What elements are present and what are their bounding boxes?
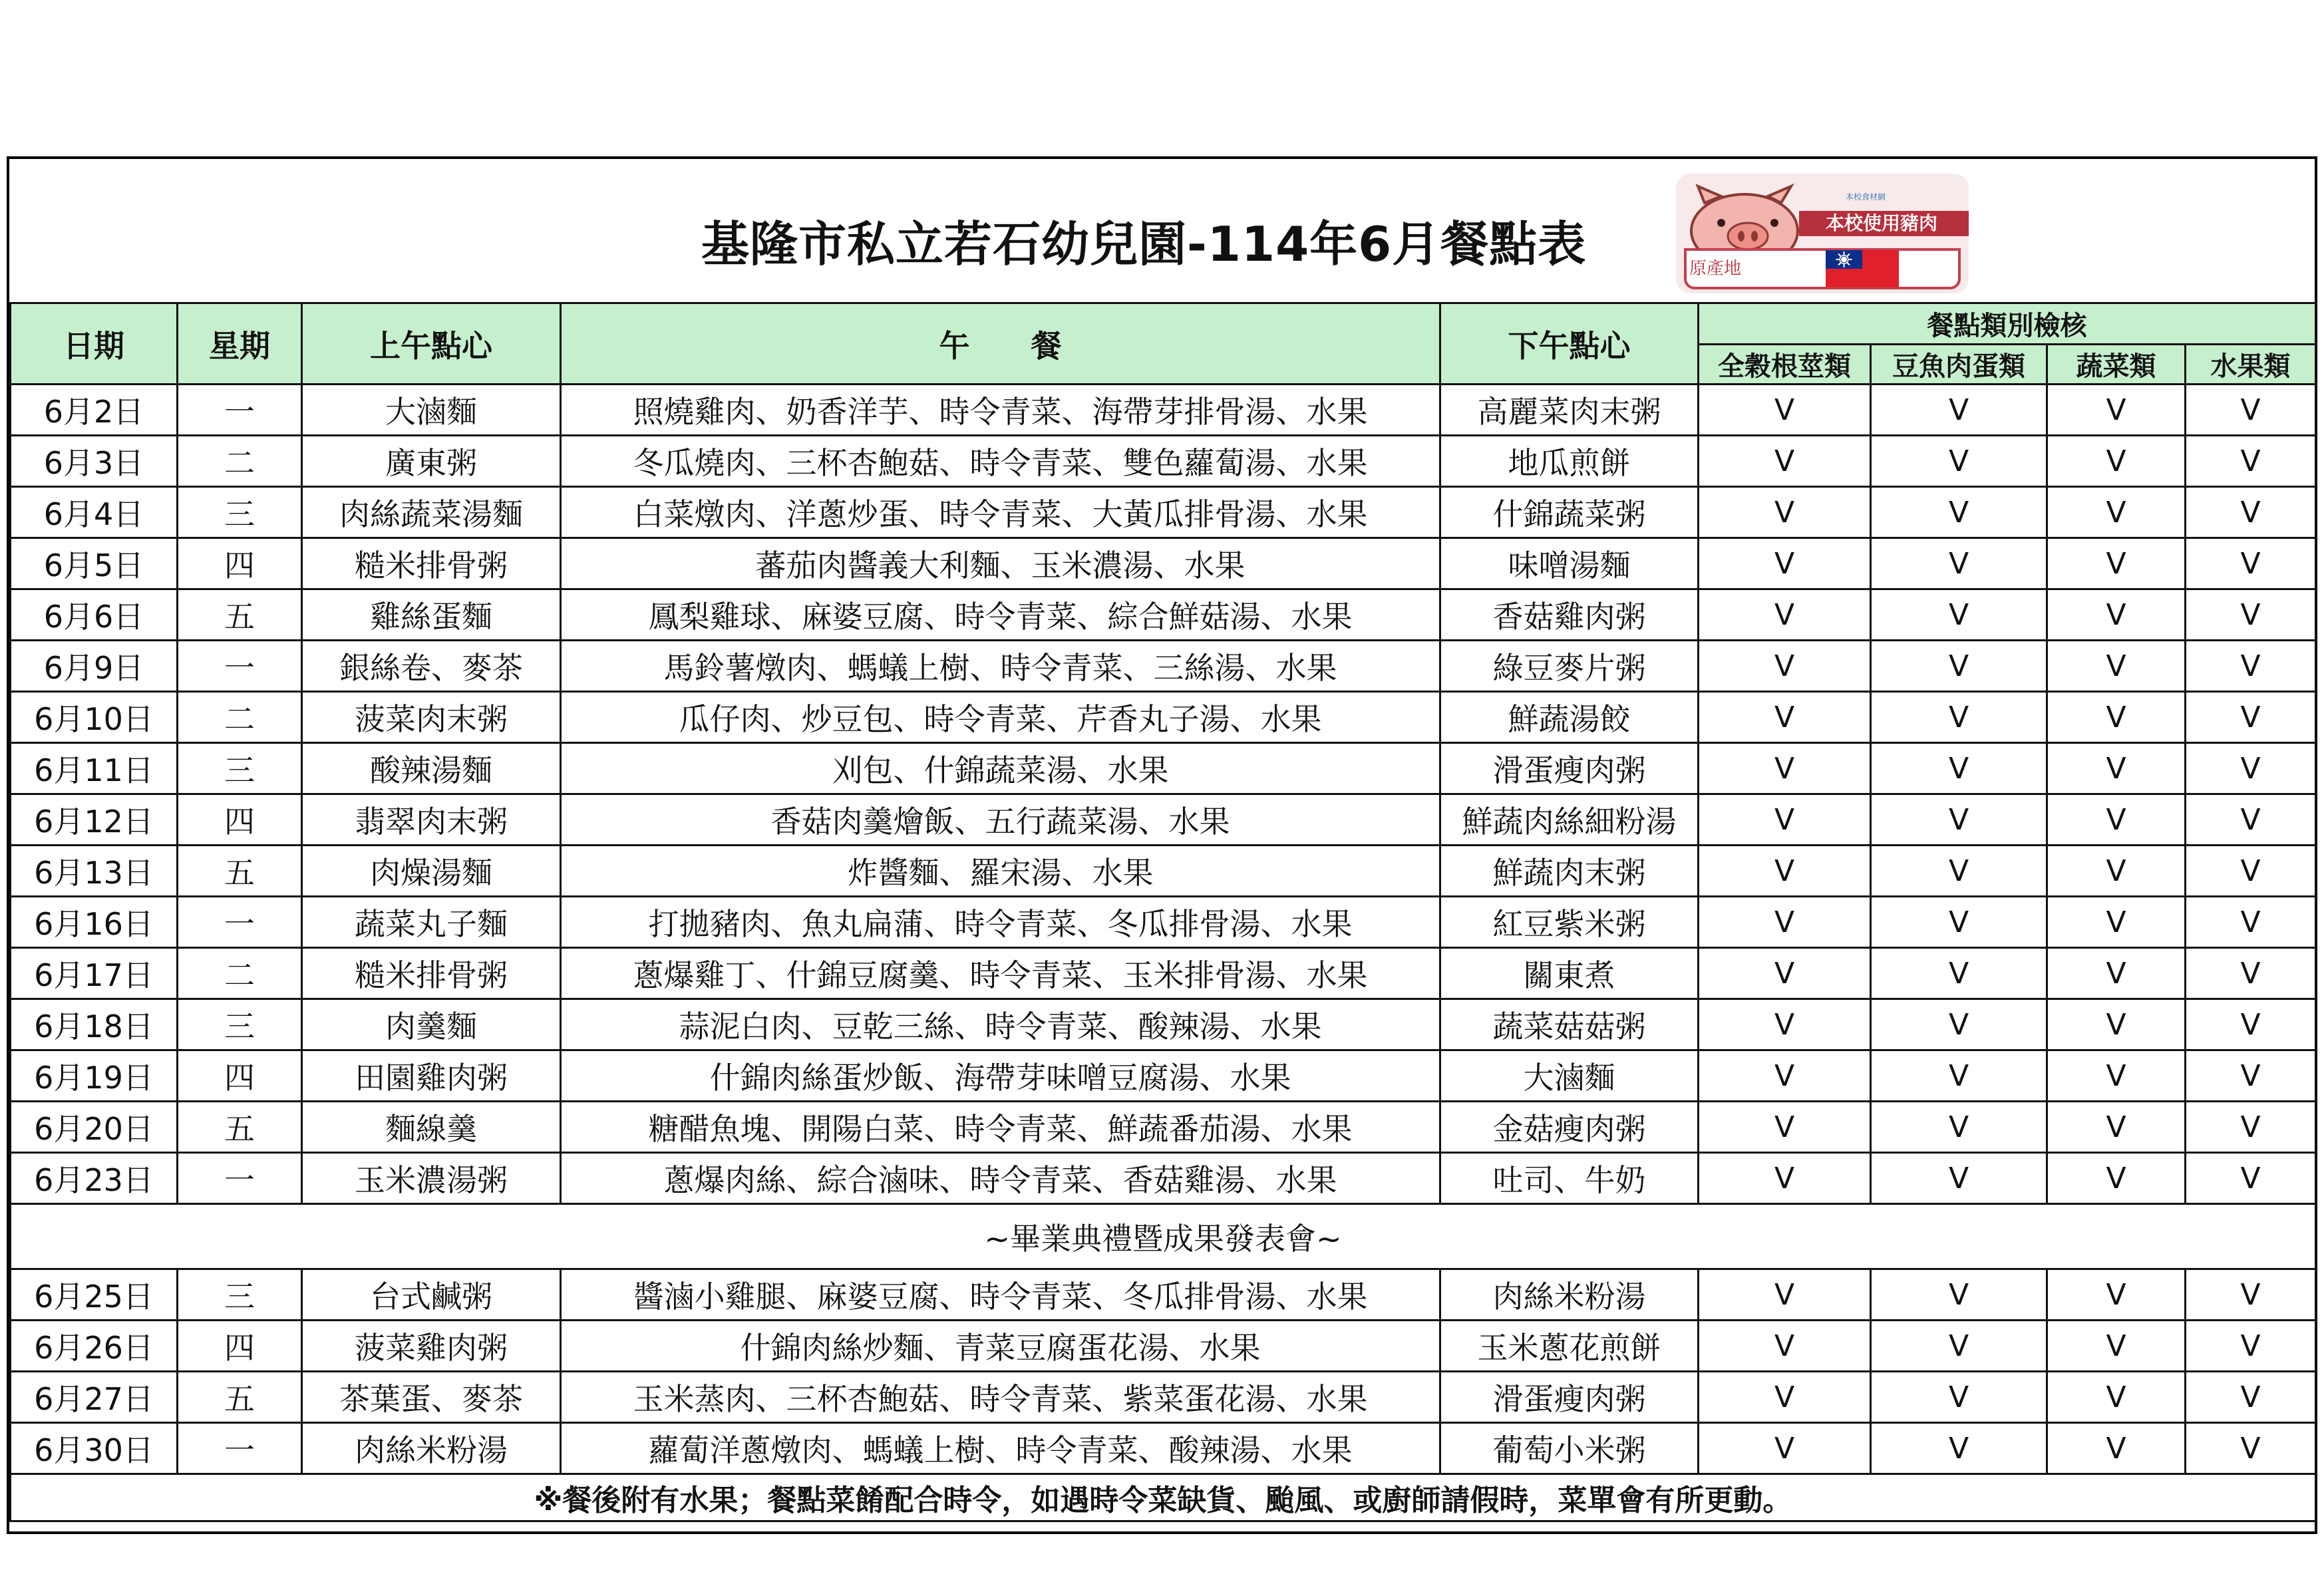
date-cell: 6月18日 bbox=[11, 999, 178, 1050]
check-fruit-cell: V bbox=[2186, 948, 2316, 999]
origin-label: 原產地 bbox=[1689, 259, 1742, 279]
check-protein-cell: V bbox=[1871, 1372, 2047, 1423]
afternoon-snack-cell: 紅豆紫米粥 bbox=[1440, 897, 1699, 948]
check-vegetables-cell: V bbox=[2047, 1050, 2186, 1102]
date-cell: 6月30日 bbox=[11, 1423, 178, 1474]
morning-snack-cell: 麵線羹 bbox=[302, 1102, 561, 1153]
check-protein-cell: V bbox=[1871, 1321, 2047, 1372]
check-grains-cell: V bbox=[1699, 641, 1871, 692]
header-check-protein: 豆魚肉蛋類 bbox=[1871, 345, 2047, 385]
afternoon-snack-cell: 鮮蔬肉末粥 bbox=[1440, 846, 1699, 897]
morning-snack-cell: 糙米排骨粥 bbox=[302, 538, 561, 589]
menu-row bbox=[11, 1102, 2316, 1153]
morning-snack-cell: 田園雞肉粥 bbox=[302, 1050, 561, 1102]
morning-snack-cell: 菠菜肉末粥 bbox=[302, 692, 561, 743]
menu-table-wrap bbox=[9, 302, 2315, 1522]
date-cell: 6月13日 bbox=[11, 846, 178, 897]
check-grains-cell: V bbox=[1699, 999, 1871, 1050]
lunch-cell: 炸醬麵、羅宋湯、水果 bbox=[561, 846, 1440, 897]
menu-row bbox=[11, 538, 2316, 589]
check-grains-cell: V bbox=[1699, 1372, 1871, 1423]
check-grains-cell: V bbox=[1699, 743, 1871, 794]
check-protein-cell: V bbox=[1871, 641, 2047, 692]
menu-table bbox=[9, 302, 2317, 1522]
morning-snack-cell: 肉羹麵 bbox=[302, 999, 561, 1050]
afternoon-snack-cell: 蔬菜菇菇粥 bbox=[1440, 999, 1699, 1050]
afternoon-snack-cell: 關東煮 bbox=[1440, 948, 1699, 999]
menu-row bbox=[11, 589, 2316, 641]
check-protein-cell: V bbox=[1871, 1050, 2047, 1102]
menu-row bbox=[11, 897, 2316, 948]
check-vegetables-cell: V bbox=[2047, 999, 2186, 1050]
afternoon-snack-cell: 鮮蔬湯餃 bbox=[1440, 692, 1699, 743]
date-cell: 6月26日 bbox=[11, 1321, 178, 1372]
date-cell: 6月19日 bbox=[11, 1050, 178, 1102]
date-cell: 6月17日 bbox=[11, 948, 178, 999]
check-grains-cell: V bbox=[1699, 1269, 1871, 1321]
date-cell: 6月20日 bbox=[11, 1102, 178, 1153]
date-cell: 6月6日 bbox=[11, 589, 178, 641]
weekday-cell: 二 bbox=[178, 436, 302, 487]
check-protein-cell: V bbox=[1871, 1423, 2047, 1474]
check-protein-cell: V bbox=[1871, 743, 2047, 794]
check-protein-cell: V bbox=[1871, 1153, 2047, 1204]
check-fruit-cell: V bbox=[2186, 436, 2316, 487]
lunch-cell: 什錦肉絲蛋炒飯、海帶芽味噌豆腐湯、水果 bbox=[561, 1050, 1440, 1102]
check-grains-cell: V bbox=[1699, 1153, 1871, 1204]
lunch-cell: 什錦肉絲炒麵、青菜豆腐蛋花湯、水果 bbox=[561, 1321, 1440, 1372]
morning-snack-cell: 台式鹹粥 bbox=[302, 1269, 561, 1321]
afternoon-snack-cell: 肉絲米粉湯 bbox=[1440, 1269, 1699, 1321]
header-date: 日期 bbox=[11, 303, 178, 385]
check-protein-cell: V bbox=[1871, 487, 2047, 538]
date-cell: 6月4日 bbox=[11, 487, 178, 538]
check-grains-cell: V bbox=[1699, 1050, 1871, 1102]
morning-snack-cell: 雞絲蛋麵 bbox=[302, 589, 561, 641]
menu-rows-a bbox=[11, 385, 2316, 1204]
check-protein-cell: V bbox=[1871, 692, 2047, 743]
header-check-group: 餐點類別檢核 bbox=[1699, 303, 2316, 345]
weekday-cell: 三 bbox=[178, 999, 302, 1050]
lunch-cell: 蒜泥白肉、豆乾三絲、時令青菜、酸辣湯、水果 bbox=[561, 999, 1440, 1050]
lunch-cell: 馬鈴薯燉肉、螞蟻上樹、時令青菜、三絲湯、水果 bbox=[561, 641, 1440, 692]
check-vegetables-cell: V bbox=[2047, 436, 2186, 487]
check-vegetables-cell: V bbox=[2047, 1372, 2186, 1423]
pork-origin-logo bbox=[1676, 174, 1969, 293]
weekday-cell: 三 bbox=[178, 743, 302, 794]
lunch-cell: 刈包、什錦蔬菜湯、水果 bbox=[561, 743, 1440, 794]
lunch-cell: 瓜仔肉、炒豆包、時令青菜、芹香丸子湯、水果 bbox=[561, 692, 1440, 743]
lunch-cell: 香菇肉羹燴飯、五行蔬菜湯、水果 bbox=[561, 794, 1440, 846]
header-check-grains: 全穀根莖類 bbox=[1699, 345, 1871, 385]
weekday-cell: 一 bbox=[178, 385, 302, 436]
check-fruit-cell: V bbox=[2186, 1102, 2316, 1153]
lunch-cell: 白菜燉肉、洋蔥炒蛋、時令青菜、大黃瓜排骨湯、水果 bbox=[561, 487, 1440, 538]
weekday-cell: 二 bbox=[178, 948, 302, 999]
header-weekday: 星期 bbox=[178, 303, 302, 385]
check-protein-cell: V bbox=[1871, 948, 2047, 999]
morning-snack-cell: 肉燥湯麵 bbox=[302, 846, 561, 897]
event-row: ~畢業典禮暨成果發表會~ bbox=[11, 1204, 2316, 1269]
weekday-cell: 一 bbox=[178, 897, 302, 948]
check-vegetables-cell: V bbox=[2047, 846, 2186, 897]
check-fruit-cell: V bbox=[2186, 743, 2316, 794]
menu-row bbox=[11, 948, 2316, 999]
check-vegetables-cell: V bbox=[2047, 487, 2186, 538]
afternoon-snack-cell: 高麗菜肉末粥 bbox=[1440, 385, 1699, 436]
morning-snack-cell: 酸辣湯麵 bbox=[302, 743, 561, 794]
menu-row bbox=[11, 641, 2316, 692]
menu-row bbox=[11, 743, 2316, 794]
check-fruit-cell: V bbox=[2186, 794, 2316, 846]
menu-row bbox=[11, 846, 2316, 897]
morning-snack-cell: 翡翠肉末粥 bbox=[302, 794, 561, 846]
check-grains-cell: V bbox=[1699, 897, 1871, 948]
check-protein-cell: V bbox=[1871, 794, 2047, 846]
check-fruit-cell: V bbox=[2186, 1153, 2316, 1204]
check-fruit-cell: V bbox=[2186, 1269, 2316, 1321]
afternoon-snack-cell: 大滷麵 bbox=[1440, 1050, 1699, 1102]
weekday-cell: 四 bbox=[178, 794, 302, 846]
weekday-cell: 四 bbox=[178, 538, 302, 589]
lunch-cell: 蔥爆肉絲、綜合滷味、時令青菜、香菇雞湯、水果 bbox=[561, 1153, 1440, 1204]
check-protein-cell: V bbox=[1871, 1102, 2047, 1153]
check-vegetables-cell: V bbox=[2047, 589, 2186, 641]
check-grains-cell: V bbox=[1699, 487, 1871, 538]
lunch-cell: 照燒雞肉、奶香洋芋、時令青菜、海帶芽排骨湯、水果 bbox=[561, 385, 1440, 436]
weekday-cell: 一 bbox=[178, 641, 302, 692]
weekday-cell: 五 bbox=[178, 1372, 302, 1423]
check-fruit-cell: V bbox=[2186, 1423, 2316, 1474]
menu-row bbox=[11, 1269, 2316, 1321]
menu-row bbox=[11, 999, 2316, 1050]
title-row bbox=[9, 159, 2315, 304]
check-protein-cell: V bbox=[1871, 385, 2047, 436]
afternoon-snack-cell: 滑蛋瘦肉粥 bbox=[1440, 1372, 1699, 1423]
check-protein-cell: V bbox=[1871, 846, 2047, 897]
date-cell: 6月9日 bbox=[11, 641, 178, 692]
check-fruit-cell: V bbox=[2186, 1050, 2316, 1102]
lunch-cell: 打拋豬肉、魚丸扁蒲、時令青菜、冬瓜排骨湯、水果 bbox=[561, 897, 1440, 948]
afternoon-snack-cell: 葡萄小米粥 bbox=[1440, 1423, 1699, 1474]
weekday-cell: 一 bbox=[178, 1153, 302, 1204]
check-fruit-cell: V bbox=[2186, 1321, 2316, 1372]
menu-row bbox=[11, 1423, 2316, 1474]
check-vegetables-cell: V bbox=[2047, 1269, 2186, 1321]
check-vegetables-cell: V bbox=[2047, 1423, 2186, 1474]
logo-band-text: 本校使用豬肉 bbox=[1799, 211, 1969, 236]
afternoon-snack-cell: 香菇雞肉粥 bbox=[1440, 589, 1699, 641]
check-grains-cell: V bbox=[1699, 794, 1871, 846]
check-grains-cell: V bbox=[1699, 1321, 1871, 1372]
morning-snack-cell: 菠菜雞肉粥 bbox=[302, 1321, 561, 1372]
check-fruit-cell: V bbox=[2186, 641, 2316, 692]
date-cell: 6月23日 bbox=[11, 1153, 178, 1204]
check-fruit-cell: V bbox=[2186, 999, 2316, 1050]
check-vegetables-cell: V bbox=[2047, 743, 2186, 794]
morning-snack-cell: 廣東粥 bbox=[302, 436, 561, 487]
weekday-cell: 三 bbox=[178, 487, 302, 538]
weekday-cell: 四 bbox=[178, 1321, 302, 1372]
check-vegetables-cell: V bbox=[2047, 385, 2186, 436]
menu-row bbox=[11, 385, 2316, 436]
footnote: ※餐後附有水果；餐點菜餚配合時令，如遇時令菜缺貨、颱風、或廚師請假時，菜單會有所更動。 bbox=[11, 1474, 2316, 1521]
check-grains-cell: V bbox=[1699, 1423, 1871, 1474]
lunch-cell: 玉米蒸肉、三杯杏鮑菇、時令青菜、紫菜蛋花湯、水果 bbox=[561, 1372, 1440, 1423]
check-grains-cell: V bbox=[1699, 436, 1871, 487]
check-fruit-cell: V bbox=[2186, 538, 2316, 589]
afternoon-snack-cell: 鮮蔬肉絲細粉湯 bbox=[1440, 794, 1699, 846]
afternoon-snack-cell: 綠豆麥片粥 bbox=[1440, 641, 1699, 692]
morning-snack-cell: 糙米排骨粥 bbox=[302, 948, 561, 999]
date-cell: 6月5日 bbox=[11, 538, 178, 589]
check-vegetables-cell: V bbox=[2047, 692, 2186, 743]
afternoon-snack-cell: 什錦蔬菜粥 bbox=[1440, 487, 1699, 538]
menu-row bbox=[11, 487, 2316, 538]
check-protein-cell: V bbox=[1871, 897, 2047, 948]
morning-snack-cell: 玉米濃湯粥 bbox=[302, 1153, 561, 1204]
taiwan-flag-icon bbox=[1826, 250, 1899, 287]
check-fruit-cell: V bbox=[2186, 897, 2316, 948]
check-vegetables-cell: V bbox=[2047, 1153, 2186, 1204]
check-vegetables-cell: V bbox=[2047, 794, 2186, 846]
afternoon-snack-cell: 玉米蔥花煎餅 bbox=[1440, 1321, 1699, 1372]
date-cell: 6月11日 bbox=[11, 743, 178, 794]
menu-row bbox=[11, 1153, 2316, 1204]
check-protein-cell: V bbox=[1871, 538, 2047, 589]
menu-row bbox=[11, 1050, 2316, 1102]
afternoon-snack-cell: 滑蛋瘦肉粥 bbox=[1440, 743, 1699, 794]
check-fruit-cell: V bbox=[2186, 1372, 2316, 1423]
morning-snack-cell: 茶葉蛋、麥茶 bbox=[302, 1372, 561, 1423]
menu-sheet bbox=[7, 156, 2317, 1534]
check-vegetables-cell: V bbox=[2047, 641, 2186, 692]
weekday-cell: 三 bbox=[178, 1269, 302, 1321]
menu-rows-b bbox=[11, 1269, 2316, 1474]
afternoon-snack-cell: 味噌湯麵 bbox=[1440, 538, 1699, 589]
date-cell: 6月3日 bbox=[11, 436, 178, 487]
check-fruit-cell: V bbox=[2186, 487, 2316, 538]
header-morning-snack: 上午點心 bbox=[302, 303, 561, 385]
check-grains-cell: V bbox=[1699, 538, 1871, 589]
morning-snack-cell: 銀絲卷、麥茶 bbox=[302, 641, 561, 692]
check-grains-cell: V bbox=[1699, 385, 1871, 436]
lunch-cell: 糖醋魚塊、開陽白菜、時令青菜、鮮蔬番茄湯、水果 bbox=[561, 1102, 1440, 1153]
check-fruit-cell: V bbox=[2186, 589, 2316, 641]
date-cell: 6月25日 bbox=[11, 1269, 178, 1321]
page-title: 基隆市私立若石幼兒園-114年6月餐點表 bbox=[701, 216, 1587, 272]
check-vegetables-cell: V bbox=[2047, 1102, 2186, 1153]
lunch-cell: 鳳梨雞球、麻婆豆腐、時令青菜、綜合鮮菇湯、水果 bbox=[561, 589, 1440, 641]
menu-row bbox=[11, 692, 2316, 743]
check-grains-cell: V bbox=[1699, 846, 1871, 897]
check-grains-cell: V bbox=[1699, 589, 1871, 641]
morning-snack-cell: 肉絲蔬菜湯麵 bbox=[302, 487, 561, 538]
menu-row bbox=[11, 1321, 2316, 1372]
check-vegetables-cell: V bbox=[2047, 948, 2186, 999]
header-check-fruit: 水果類 bbox=[2186, 345, 2316, 385]
lunch-cell: 蘿蔔洋蔥燉肉、螞蟻上樹、時令青菜、酸辣湯、水果 bbox=[561, 1423, 1440, 1474]
check-fruit-cell: V bbox=[2186, 846, 2316, 897]
weekday-cell: 五 bbox=[178, 846, 302, 897]
lunch-cell: 蔥爆雞丁、什錦豆腐羹、時令青菜、玉米排骨湯、水果 bbox=[561, 948, 1440, 999]
check-protein-cell: V bbox=[1871, 589, 2047, 641]
check-vegetables-cell: V bbox=[2047, 897, 2186, 948]
lunch-cell: 蕃茄肉醬義大利麵、玉米濃湯、水果 bbox=[561, 538, 1440, 589]
check-grains-cell: V bbox=[1699, 692, 1871, 743]
header-afternoon-snack: 下午點心 bbox=[1440, 303, 1699, 385]
check-vegetables-cell: V bbox=[2047, 1321, 2186, 1372]
morning-snack-cell: 大滷麵 bbox=[302, 385, 561, 436]
weekday-cell: 二 bbox=[178, 692, 302, 743]
morning-snack-cell: 蔬菜丸子麵 bbox=[302, 897, 561, 948]
lunch-cell: 冬瓜燒肉、三杯杏鮑菇、時令青菜、雙色蘿蔔湯、水果 bbox=[561, 436, 1440, 487]
afternoon-snack-cell: 金菇瘦肉粥 bbox=[1440, 1102, 1699, 1153]
check-grains-cell: V bbox=[1699, 948, 1871, 999]
header-lunch: 午 餐 bbox=[561, 303, 1440, 385]
date-cell: 6月10日 bbox=[11, 692, 178, 743]
afternoon-snack-cell: 吐司、牛奶 bbox=[1440, 1153, 1699, 1204]
weekday-cell: 五 bbox=[178, 589, 302, 641]
check-grains-cell: V bbox=[1699, 1102, 1871, 1153]
menu-row bbox=[11, 1372, 2316, 1423]
menu-row bbox=[11, 794, 2316, 846]
check-fruit-cell: V bbox=[2186, 692, 2316, 743]
date-cell: 6月27日 bbox=[11, 1372, 178, 1423]
menu-row bbox=[11, 436, 2316, 487]
date-cell: 6月16日 bbox=[11, 897, 178, 948]
afternoon-snack-cell: 地瓜煎餅 bbox=[1440, 436, 1699, 487]
check-protein-cell: V bbox=[1871, 999, 2047, 1050]
check-vegetables-cell: V bbox=[2047, 538, 2186, 589]
weekday-cell: 五 bbox=[178, 1102, 302, 1153]
morning-snack-cell: 肉絲米粉湯 bbox=[302, 1423, 561, 1474]
check-fruit-cell: V bbox=[2186, 385, 2316, 436]
header-check-vegetables: 蔬菜類 bbox=[2047, 345, 2186, 385]
lunch-cell: 醬滷小雞腿、麻婆豆腐、時令青菜、冬瓜排骨湯、水果 bbox=[561, 1269, 1440, 1321]
check-protein-cell: V bbox=[1871, 1269, 2047, 1321]
date-cell: 6月2日 bbox=[11, 385, 178, 436]
check-protein-cell: V bbox=[1871, 436, 2047, 487]
date-cell: 6月12日 bbox=[11, 794, 178, 846]
logo-small-text: 本校食材網 bbox=[1846, 192, 1886, 202]
weekday-cell: 四 bbox=[178, 1050, 302, 1102]
weekday-cell: 一 bbox=[178, 1423, 302, 1474]
